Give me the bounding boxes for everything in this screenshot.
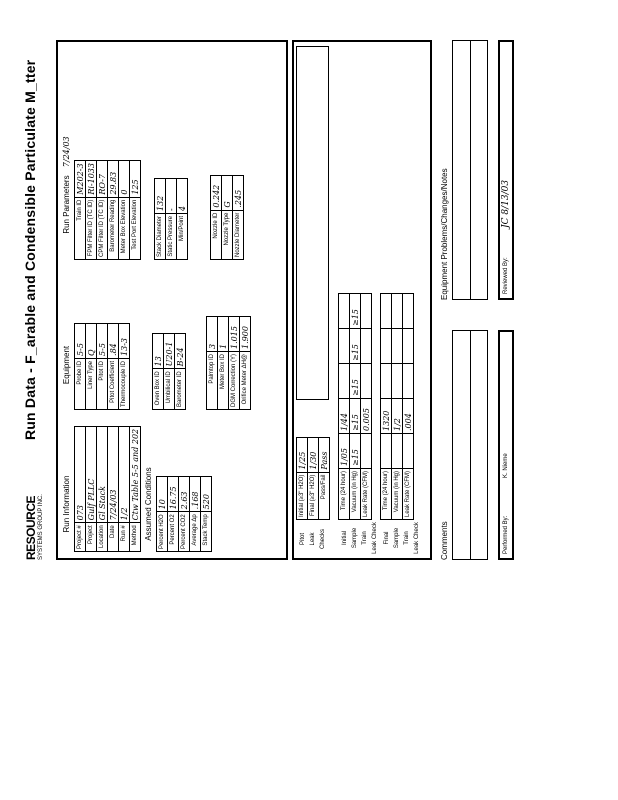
row-label: Time (24 hour) bbox=[339, 468, 350, 519]
table-row bbox=[119, 426, 130, 551]
row-value[interactable]: Gulf PLLC bbox=[86, 426, 97, 522]
row-label: Stack Diameter bbox=[155, 213, 166, 259]
initial-leak-table bbox=[338, 293, 372, 520]
row-value[interactable]: .245 bbox=[233, 175, 244, 210]
final-leak-label: Final Sample Train Leak Check bbox=[384, 522, 420, 554]
company-logo: RESOURCE bbox=[24, 495, 38, 560]
table-row bbox=[308, 437, 319, 519]
table-row bbox=[119, 323, 130, 409]
table-row bbox=[157, 477, 168, 552]
row-value[interactable]: ≥15 bbox=[350, 363, 361, 398]
row-value[interactable]: 0.242 bbox=[211, 175, 222, 210]
oven-table bbox=[152, 333, 186, 410]
equipment-problems-box[interactable] bbox=[452, 40, 488, 300]
row-value[interactable] bbox=[392, 433, 403, 468]
row-label: Leak Rate (CFM) bbox=[361, 468, 372, 519]
row-label: Static Pressure bbox=[166, 213, 177, 259]
row-label: Train ID bbox=[75, 197, 86, 259]
row-value[interactable]: 1/25 bbox=[297, 437, 308, 472]
run-information-heading: Run Information bbox=[62, 475, 71, 533]
performed-by-field: Performed By: K. Nieme bbox=[498, 330, 514, 560]
row-value[interactable]: 125 bbox=[130, 161, 141, 198]
pitot-leak-table bbox=[296, 437, 330, 520]
table-row bbox=[175, 334, 186, 410]
table-row bbox=[297, 437, 308, 519]
row-value[interactable]: .168 bbox=[190, 477, 201, 512]
row-value[interactable] bbox=[381, 328, 392, 363]
row-label: Method bbox=[130, 523, 141, 552]
row-value[interactable]: ≥15 bbox=[350, 293, 361, 328]
nozzle-table bbox=[210, 175, 244, 260]
assumed-conditions-table bbox=[156, 476, 212, 552]
row-value[interactable]: 1/2 bbox=[119, 426, 130, 522]
rotated-form-sheet bbox=[20, 40, 580, 560]
table-row bbox=[108, 161, 119, 260]
row-value[interactable]: 3 bbox=[207, 316, 218, 351]
table-row bbox=[86, 161, 97, 260]
table-row bbox=[211, 175, 222, 259]
row-label: Date bbox=[108, 523, 119, 552]
table-row bbox=[166, 178, 177, 259]
company-logo-sub: SYSTEMS GROUP INC. bbox=[38, 494, 44, 560]
row-label: Meter Box Elevation bbox=[119, 197, 130, 259]
row-label: Location bbox=[97, 523, 108, 552]
table-row bbox=[218, 316, 229, 409]
table-row bbox=[190, 477, 201, 552]
table-row bbox=[108, 323, 119, 409]
row-value[interactable] bbox=[392, 293, 403, 328]
pitot-leak-extra-cells bbox=[296, 46, 329, 400]
page-title: Run Data - F_arable and Condensible Particulate M_tter bbox=[22, 59, 38, 440]
row-label: Barometer ID bbox=[175, 369, 186, 410]
equipment-table bbox=[74, 323, 130, 410]
row-value[interactable]: Gl Stack bbox=[97, 426, 108, 522]
row-value[interactable]: 132 bbox=[155, 178, 166, 213]
table-row bbox=[86, 323, 97, 409]
run-parameters-table bbox=[74, 160, 141, 260]
row-value[interactable]: G bbox=[222, 175, 233, 210]
row-label: Test Port Elevation bbox=[130, 197, 141, 259]
row-label: Pitot ID bbox=[97, 358, 108, 409]
row-value[interactable]: 10 bbox=[157, 477, 168, 512]
row-value[interactable]: B-24 bbox=[175, 334, 186, 369]
table-row bbox=[130, 161, 141, 260]
pitot-leak-label: Pitot Leak Checks bbox=[300, 529, 326, 550]
row-label: Nozzle Type bbox=[222, 210, 233, 259]
row-value[interactable]: 13 bbox=[153, 334, 164, 369]
row-value[interactable]: U20-1 bbox=[164, 334, 175, 369]
row-value[interactable] bbox=[361, 363, 372, 398]
equipment-heading: Equipment bbox=[62, 345, 71, 385]
row-label: Initial (≥3" H2O) bbox=[297, 472, 308, 519]
row-label: Liner Type bbox=[86, 358, 97, 409]
table-row bbox=[119, 161, 130, 260]
row-label: Meter Box ID bbox=[218, 351, 229, 409]
row-value[interactable] bbox=[339, 328, 350, 363]
row-value[interactable]: 0.005 bbox=[361, 398, 372, 433]
row-value[interactable] bbox=[392, 328, 403, 363]
row-label: Orifice Meter ΔH@ bbox=[240, 351, 251, 409]
table-row bbox=[97, 323, 108, 409]
row-value[interactable]: RO-7 bbox=[97, 161, 108, 198]
row-value[interactable]: Pass bbox=[319, 437, 330, 472]
equipment-problems-label: Equipment Problems/Changes/Notes bbox=[440, 168, 449, 300]
row-value[interactable]: Q bbox=[86, 323, 97, 358]
table-row bbox=[392, 293, 403, 519]
row-value[interactable]: 1/05 bbox=[339, 433, 350, 468]
row-value[interactable] bbox=[339, 293, 350, 328]
row-label: Vacuum (in Hg) bbox=[350, 468, 361, 519]
row-value[interactable] bbox=[381, 363, 392, 398]
row-value[interactable]: 520 bbox=[201, 477, 212, 512]
row-value[interactable] bbox=[361, 328, 372, 363]
row-value[interactable]: 5-5 bbox=[97, 323, 108, 358]
table-row bbox=[350, 293, 361, 519]
table-row bbox=[177, 178, 188, 259]
table-row bbox=[222, 175, 233, 259]
meter-table bbox=[206, 316, 251, 410]
row-value[interactable] bbox=[403, 363, 414, 398]
table-row bbox=[319, 437, 330, 519]
row-value[interactable]: 1/30 bbox=[308, 437, 319, 472]
row-value[interactable]: .84 bbox=[108, 323, 119, 358]
row-value[interactable]: 1 bbox=[218, 316, 229, 351]
row-value[interactable]: 7/24/03 bbox=[108, 426, 119, 522]
row-value[interactable]: 1.900 bbox=[240, 316, 251, 351]
row-label: Oven Box ID bbox=[153, 369, 164, 410]
row-value[interactable]: ≥15 bbox=[350, 328, 361, 363]
run-information-table bbox=[74, 426, 141, 552]
table-row bbox=[207, 316, 218, 409]
initial-leak-label: Initial Sample Train Leak Check bbox=[342, 522, 378, 554]
row-label: Pitot Coefficient bbox=[108, 358, 119, 409]
row-value[interactable] bbox=[403, 328, 414, 363]
comments-box[interactable] bbox=[452, 330, 488, 560]
row-value[interactable]: 1/2 bbox=[392, 398, 403, 433]
table-row bbox=[97, 426, 108, 551]
row-label: Average Δp bbox=[190, 512, 201, 552]
row-label: Umbilical ID bbox=[164, 369, 175, 410]
row-value[interactable] bbox=[381, 433, 392, 468]
row-value[interactable]: 1.015 bbox=[229, 316, 240, 351]
table-row bbox=[403, 293, 414, 519]
run-parameters-heading: Run Parameters 7/24/03 bbox=[62, 136, 71, 234]
row-label: Leak Rate (CFM) bbox=[403, 468, 414, 519]
assumed-conditions-heading: Assumed Conditions bbox=[144, 467, 153, 541]
row-value[interactable]: 073 bbox=[75, 426, 86, 522]
row-label: Percent O2 bbox=[168, 512, 179, 552]
row-label: Percent CO2 bbox=[179, 512, 190, 552]
row-value[interactable] bbox=[361, 293, 372, 328]
table-row bbox=[164, 334, 175, 410]
reviewed-by-field: Reviewed By: JC 8/13/03 bbox=[498, 40, 514, 300]
table-row bbox=[240, 316, 251, 409]
stack-table bbox=[154, 178, 188, 260]
row-value[interactable]: ≥15 bbox=[350, 398, 361, 433]
table-row bbox=[75, 161, 86, 260]
row-value[interactable]: 13-3 bbox=[119, 323, 130, 358]
table-row bbox=[168, 477, 179, 552]
row-value[interactable]: .004 bbox=[403, 398, 414, 433]
row-label: DGM Correction (Y) bbox=[229, 351, 240, 409]
row-value[interactable] bbox=[361, 433, 372, 468]
row-value[interactable]: 1/44 bbox=[339, 398, 350, 433]
table-row bbox=[179, 477, 190, 552]
table-row bbox=[201, 477, 212, 552]
row-label: Stack Temp bbox=[201, 512, 212, 552]
row-value[interactable]: 0 bbox=[119, 161, 130, 198]
row-label: Pass/Fail bbox=[319, 472, 330, 519]
row-value[interactable]: ≥15 bbox=[350, 433, 361, 468]
table-row bbox=[339, 293, 350, 519]
row-label: Percent H2O bbox=[157, 512, 168, 552]
row-value[interactable]: - bbox=[166, 178, 177, 213]
row-label: Time (24 hour) bbox=[381, 468, 392, 519]
table-row bbox=[108, 426, 119, 551]
row-label: Nozzle ID bbox=[211, 210, 222, 259]
row-value[interactable]: 29.83 bbox=[108, 161, 119, 198]
row-value[interactable] bbox=[381, 293, 392, 328]
table-row bbox=[75, 323, 86, 409]
row-label: Min/Point bbox=[177, 213, 188, 259]
table-row bbox=[381, 293, 392, 519]
row-label: Probe ID bbox=[75, 358, 86, 409]
row-label: Project bbox=[86, 523, 97, 552]
row-label: CPM Filter ID (TC ID) bbox=[97, 197, 108, 259]
final-leak-table bbox=[380, 293, 414, 520]
row-label: Vacuum (in Hg) bbox=[392, 468, 403, 519]
row-label: Project # bbox=[75, 523, 86, 552]
row-label: Final (≥3" H2O) bbox=[308, 472, 319, 519]
row-label: Palmtop ID bbox=[207, 351, 218, 409]
row-value[interactable] bbox=[339, 363, 350, 398]
row-value[interactable] bbox=[403, 433, 414, 468]
row-label: Nozzle Diameter bbox=[233, 210, 244, 259]
table-row bbox=[229, 316, 240, 409]
table-row bbox=[233, 175, 244, 259]
table-row bbox=[361, 293, 372, 519]
row-label: FPM Filter ID (TC ID) bbox=[86, 197, 97, 259]
table-row bbox=[155, 178, 166, 259]
row-label: Barometer Reading bbox=[108, 197, 119, 259]
row-value[interactable]: 5-5 bbox=[75, 323, 86, 358]
table-row bbox=[75, 426, 86, 551]
row-label: Thermocouple ID bbox=[119, 358, 130, 409]
row-label: Run # bbox=[119, 523, 130, 552]
row-value[interactable]: Ctw Table 5-5 and 202 bbox=[130, 426, 141, 522]
row-value[interactable]: M202-3 bbox=[75, 161, 86, 198]
row-value[interactable] bbox=[403, 293, 414, 328]
row-value[interactable] bbox=[392, 363, 403, 398]
row-value[interactable]: 1320 bbox=[381, 398, 392, 433]
row-value[interactable]: 4 bbox=[177, 178, 188, 213]
table-row bbox=[130, 426, 141, 551]
table-row bbox=[153, 334, 164, 410]
row-value[interactable]: Ri-1033 bbox=[86, 161, 97, 198]
row-value[interactable]: 2.63 bbox=[179, 477, 190, 512]
comments-label: Comments bbox=[440, 521, 449, 560]
row-value[interactable]: 16.75 bbox=[168, 477, 179, 512]
table-row bbox=[86, 426, 97, 551]
table-row bbox=[97, 161, 108, 260]
